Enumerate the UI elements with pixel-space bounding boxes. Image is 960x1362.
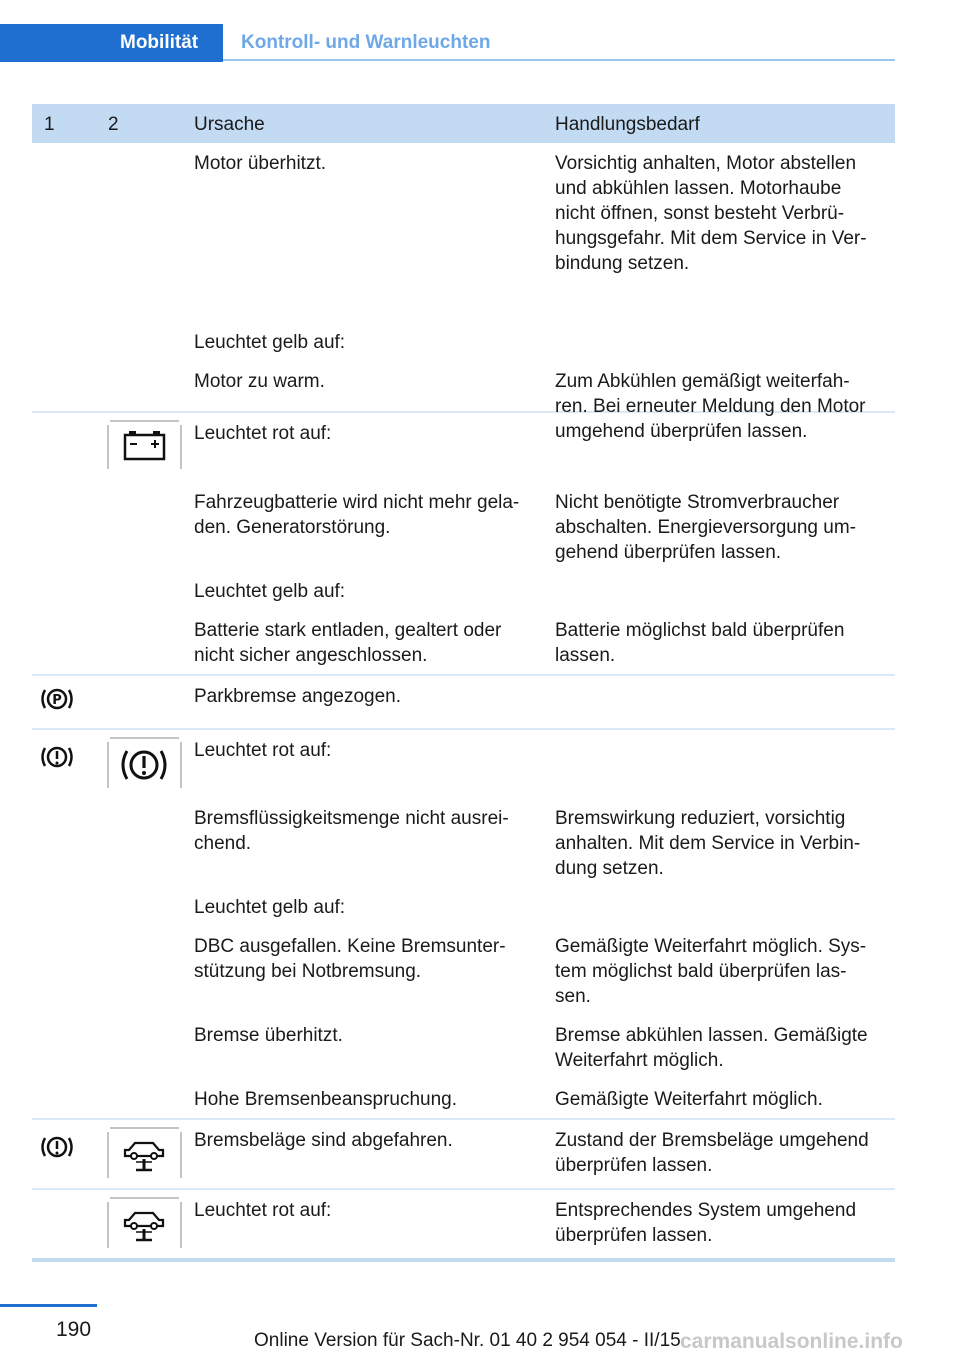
cause-text: Leuchtet rot auf: [194, 1200, 332, 1221]
cause-text: Leuchtet gelb auf: [194, 332, 346, 353]
car-on-lift-icon [107, 1196, 182, 1250]
table-row-parking-brake [32, 676, 895, 730]
cause-text: Leuchtet gelb auf: [194, 897, 346, 918]
action-text: Nicht benötigte Stromverbraucher abschalten. Energieversorgung um- gehend überprüfen lassen. [555, 492, 857, 563]
action-text: Zum Abkühlen gemäßigt weiterfah- ren. Bei erneuter Meldung den Motor umgehend überprüfen lassen. [555, 371, 866, 442]
warning-lights-table [32, 104, 895, 1262]
cause-text: Motor zu warm. [194, 371, 325, 392]
battery-warning-icon [107, 419, 182, 471]
action-text: Bremswirkung reduziert, vorsichtig anhalten. Mit dem Service in Verbin- dung setzen. [555, 808, 861, 879]
header-section-title: Mobilität [120, 32, 199, 53]
svg-text:P: P [52, 693, 62, 708]
brake-warning-icon [40, 1134, 74, 1160]
footer-rule [0, 1304, 97, 1307]
page-header [0, 24, 895, 62]
cause-text: Leuchtet gelb auf: [194, 581, 346, 602]
table-row-brake-pads [32, 1120, 895, 1190]
column-header-cause: Ursache [194, 114, 265, 135]
action-text: Vorsichtig anhalten, Motor abstellen und abkühlen lassen. Motorhaube nicht öffnen, sonst besteht Verbrü- hungsgefahr. Mit dem Service in Ver- bindung setzen. [555, 153, 867, 274]
parking-brake-icon [40, 686, 74, 712]
action-text: Batterie möglichst bald überprüfen lassen. [555, 620, 845, 666]
action-text: Entsprechendes System umgehend überprüfen lassen. [555, 1200, 857, 1246]
column-header-1: 1 [44, 114, 55, 135]
header-rule [223, 59, 895, 61]
brake-warning-large-icon [107, 736, 182, 790]
page-number: 190 [56, 1318, 92, 1341]
car-on-lift-icon [107, 1126, 182, 1180]
cause-text: Leuchtet rot auf: [194, 423, 332, 444]
header-chapter-title: Kontroll- und Warnleuchten [241, 32, 491, 53]
cause-text: Bremsflüssigkeitsmenge nicht ausrei- chend. [194, 808, 509, 854]
brake-warning-icon [40, 744, 74, 770]
table-row-brake-system [32, 730, 895, 1120]
table-row-battery [32, 413, 895, 676]
table-header-row [32, 104, 895, 143]
action-text: Bremse abkühlen lassen. Gemäßigte Weiterfahrt möglich. [555, 1025, 868, 1071]
cause-text: Leuchtet rot auf: [194, 740, 332, 761]
action-text: Gemäßigte Weiterfahrt möglich. [555, 1089, 823, 1110]
column-header-2: 2 [108, 114, 119, 135]
cause-text: Parkbremse angezogen. [194, 686, 402, 707]
action-text: Zustand der Bremsbeläge umgehend überprüfen lassen. [555, 1130, 869, 1176]
cause-text: Fahrzeugbatterie wird nicht mehr gela- den. Generatorstörung. [194, 492, 520, 538]
action-text: Gemäßigte Weiterfahrt möglich. Sys- tem möglichst bald überprüfen las- sen. [555, 936, 867, 1007]
watermark: carmanualsonline.info [680, 1330, 903, 1353]
cause-text: Bremse überhitzt. [194, 1025, 343, 1046]
column-header-action: Handlungsbedarf [555, 114, 700, 135]
cause-text: Hohe Bremsenbeanspruchung. [194, 1089, 458, 1110]
cause-text: DBC ausgefallen. Keine Bremsunter- stützung bei Notbremsung. [194, 936, 506, 982]
cause-text: Bremsbeläge sind abgefahren. [194, 1130, 453, 1151]
table-row-system [32, 1190, 895, 1262]
cause-text: Batterie stark entladen, gealtert oder nicht sicher angeschlossen. [194, 620, 502, 666]
online-version-note: Online Version für Sach-Nr. 01 40 2 954 054 - II/15 [254, 1330, 681, 1351]
cause-text: Motor überhitzt. [194, 153, 326, 174]
